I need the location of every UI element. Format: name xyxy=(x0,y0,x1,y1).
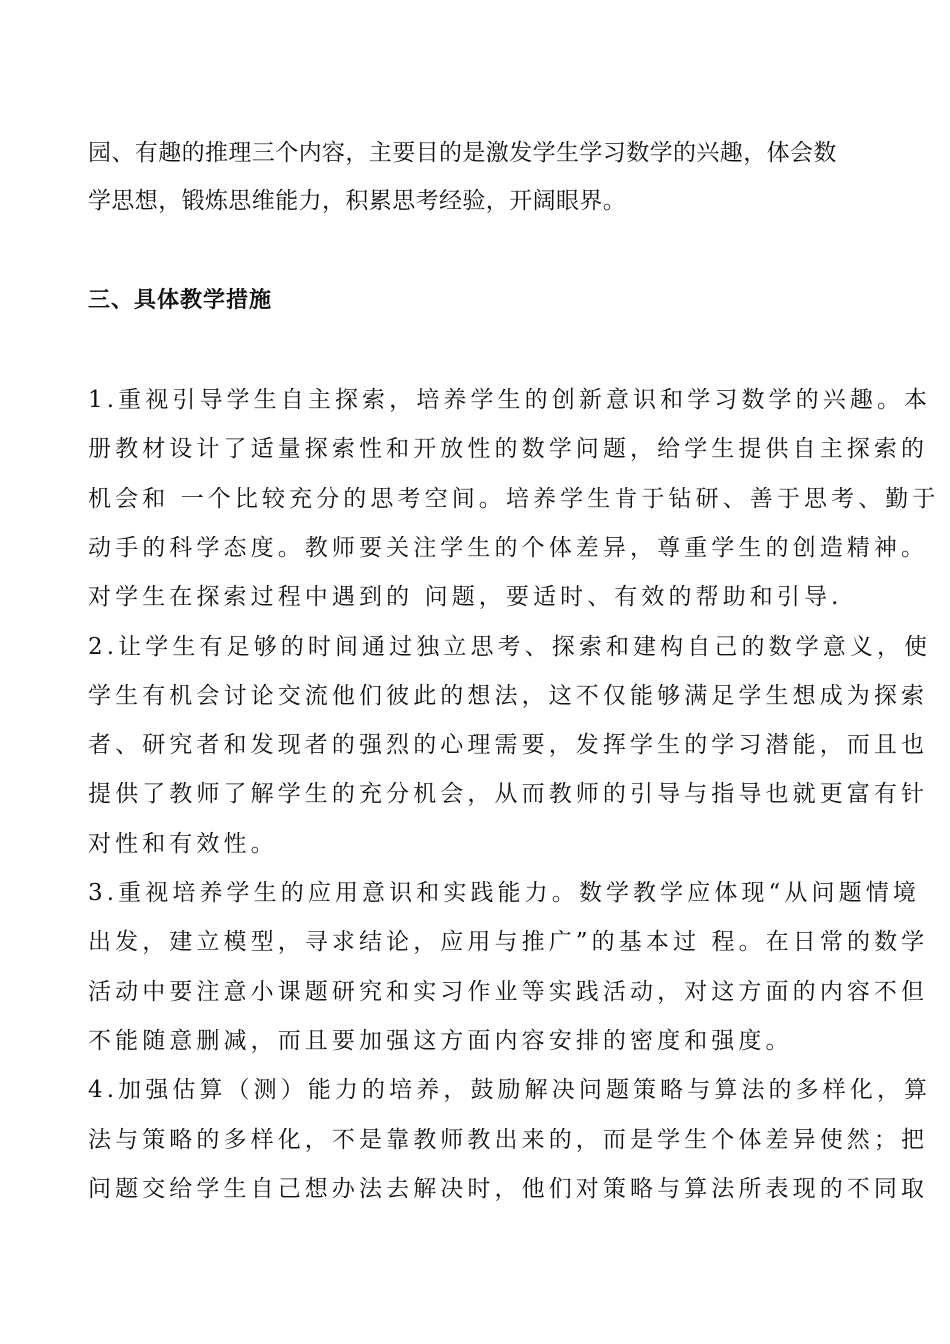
body-line-14: 不能随意删减，而且要加强这方面内容安排的密度和强度。 xyxy=(88,1028,793,1054)
intro-line-1: 园、有趣的推理三个内容，主要目的是激发学生学习数学的兴趣，体会数 xyxy=(88,140,837,166)
body-line-5: 对学生在探索过程中遇到的 问题，要适时、有效的帮助和引导. xyxy=(88,584,843,610)
intro-line-2: 学思想，锻炼思维能力，积累思考经验，开阔眼界。 xyxy=(88,188,627,214)
body-line-6: 2.让学生有足够的时间通过独立思考、探索和建构自己的数学意义，使 xyxy=(88,634,932,660)
body-line-1: 1.重视引导学生自主探索，培养学生的创新意识和学习数学的兴趣。本 xyxy=(88,387,932,413)
body-line-13: 活动中要注意小课题研究和实习作业等实践活动，对这方面的内容不但 xyxy=(88,979,929,1005)
body-line-2: 册教材设计了适量探索性和开放性的数学问题，给学生提供自主探索的 xyxy=(88,436,929,462)
body-line-4: 动手的科学态度。教师要关注学生的个体差异，尊重学生的创造精神。 xyxy=(88,535,929,561)
body-line-9: 提供了教师了解学生的充分机会，从而教师的引导与指导也就更富有针 xyxy=(88,781,929,807)
body-line-8: 者、研究者和发现者的强烈的心理需要，发挥学生的学习潜能，而且也 xyxy=(88,732,929,758)
body-line-11: 3.重视培养学生的应用意识和实践能力。数学教学应体现“从问题情境 xyxy=(88,880,920,906)
section-heading: 三、具体教学措施 xyxy=(88,288,273,313)
body-line-15: 4.加强估算（测）能力的培养，鼓励解决问题策略与算法的多样化，算 xyxy=(88,1077,932,1103)
body-line-7: 学生有机会讨论交流他们彼此的想法，这不仅能够满足学生想成为探索 xyxy=(88,683,929,709)
body-line-17: 问题交给学生自己想办法去解决时，他们对策略与算法所表现的不同取 xyxy=(88,1176,929,1202)
body-line-12: 出发，建立模型，寻求结论，应用与推广”的基本过 程。在日常的数学 xyxy=(88,929,929,955)
body-line-3: 机会和 一个比较充分的思考空间。培养学生肯于钻研、善于思考、勤于 xyxy=(88,486,940,512)
body-line-16: 法与策略的多样化，不是靠教师教出来的，而是学生个体差异使然；把 xyxy=(88,1127,929,1153)
body-line-10: 对性和有效性。 xyxy=(88,831,278,857)
